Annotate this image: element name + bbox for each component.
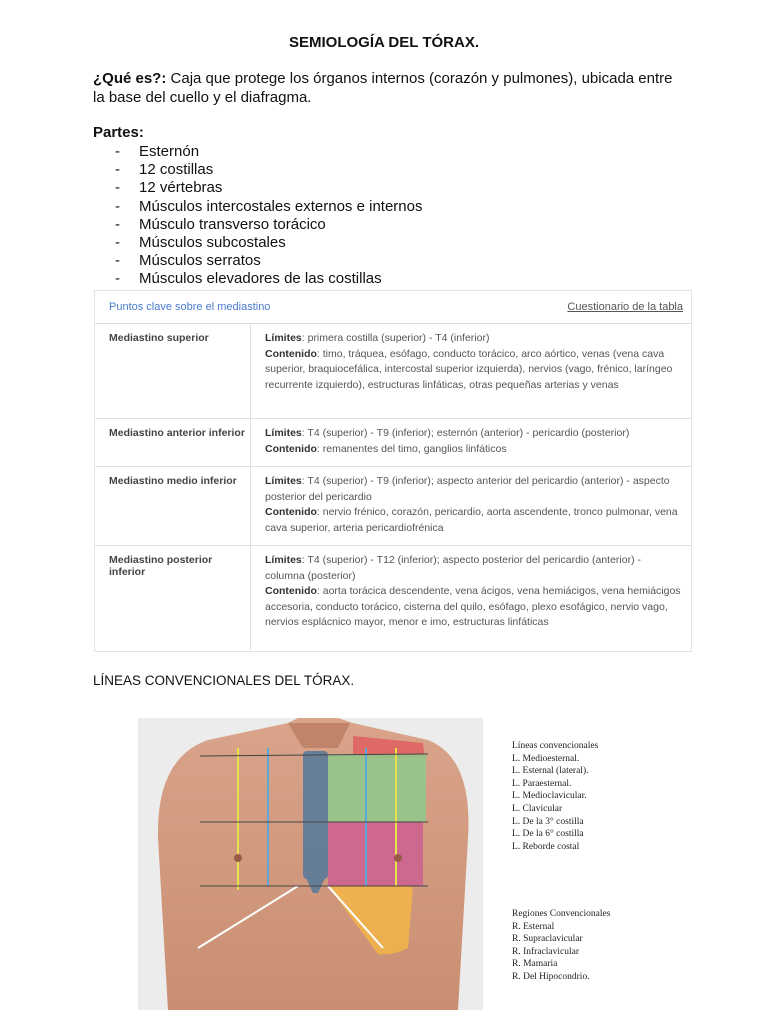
table-row — [95, 546, 691, 650]
lines-legend: Líneas convencionales L. Medioesternal. L. Esternal (lateral). L. Paraesternal. L. Medioclavicular. L. Clavicular L. De la 3° costilla L. De la 6° costilla L. Reborde costal — [512, 741, 599, 852]
thorax-figure — [138, 718, 628, 1010]
parts-heading: Partes: — [93, 124, 144, 141]
table-header — [95, 291, 691, 324]
list-item: - Músculo transverso torácico — [115, 215, 326, 233]
table-quiz-link[interactable]: Cuestionario de la tabla — [567, 301, 683, 313]
table-row — [95, 324, 691, 419]
list-item: - Esternón — [115, 143, 200, 160]
list-item: - Músculos serratos — [115, 252, 261, 270]
list-item: - 12 costillas — [115, 161, 214, 179]
row-name: Mediastino medio inferior — [95, 467, 251, 545]
regions-legend: Regiones Convencionales R. Esternal R. Supraclavicular R. Infraclavicular R. Mamaria R. Del Hipocondrio. — [512, 909, 611, 982]
intro-paragraph — [93, 69, 673, 107]
list-item: - Músculos intercostales externos e internos — [115, 197, 423, 215]
page-title: SEMIOLOGÍA DEL TÓRAX. — [288, 34, 479, 51]
row-detail: Límites: T4 (superior) - T9 (inferior); aspecto anterior del pericardio (anterior) - aspecto posterior del pericardio Contenido: nervio frénico, corazón, pericardio, aorta ascendente, tronco pulmonar, vena cava superior, arteria pericardiofrénica — [265, 475, 678, 534]
parts-list — [93, 143, 422, 289]
list-item: - Músculos subcostales — [115, 233, 286, 251]
section-heading: LÍNEAS CONVENCIONALES DEL TÓRAX. — [93, 673, 355, 688]
row-name: Mediastino anterior inferior — [95, 419, 251, 466]
list-item: - Músculos elevadores de las costillas — [115, 270, 382, 288]
mediastinum-table — [94, 290, 692, 652]
row-name: Mediastino superior — [95, 324, 251, 418]
list-item: - 12 vértebras — [115, 179, 223, 197]
table-row — [95, 467, 691, 546]
row-name: Mediastino posterior inferior — [95, 546, 251, 650]
table-row — [95, 419, 691, 467]
intro-label: ¿Qué es?: — [93, 70, 167, 87]
row-detail: Límites: primera costilla (superior) - T4 (inferior) Contenido: timo, tráquea, esófago, conducto torácico, arco aórtico, venas (vena cava superior, braquiocefálica, intercostal superior izquierda), nervios (vago, frénico, laríngeo recurrente izquierdo), estructuras linfáticas, otras pequeñas arterias y venas — [265, 332, 673, 391]
row-detail: Límites: T4 (superior) - T12 (inferior); aspecto posterior del pericardio (anterior) - columna (posterior) Contenido: aorta torácica descendente, vena ácigos, vena hemiácigos, vena hemiácigos accesoria, conducto torácico, cisterna del quilo, esófago, plexo esofágico, nervio vago, nervios esplácnico mayor, menor e imo, estructuras linfáticas — [265, 554, 681, 628]
row-detail: Límites: T4 (superior) - T9 (inferior); esternón (anterior) - pericardio (posterior) Contenido: remanentes del timo, ganglios linfáticos — [265, 427, 630, 455]
intro-text: Caja que protege los órganos internos (corazón y pulmones), ubicada entre la base del cuello y el diafragma. — [93, 70, 673, 106]
table-title: Puntos clave sobre el mediastino — [109, 301, 271, 313]
